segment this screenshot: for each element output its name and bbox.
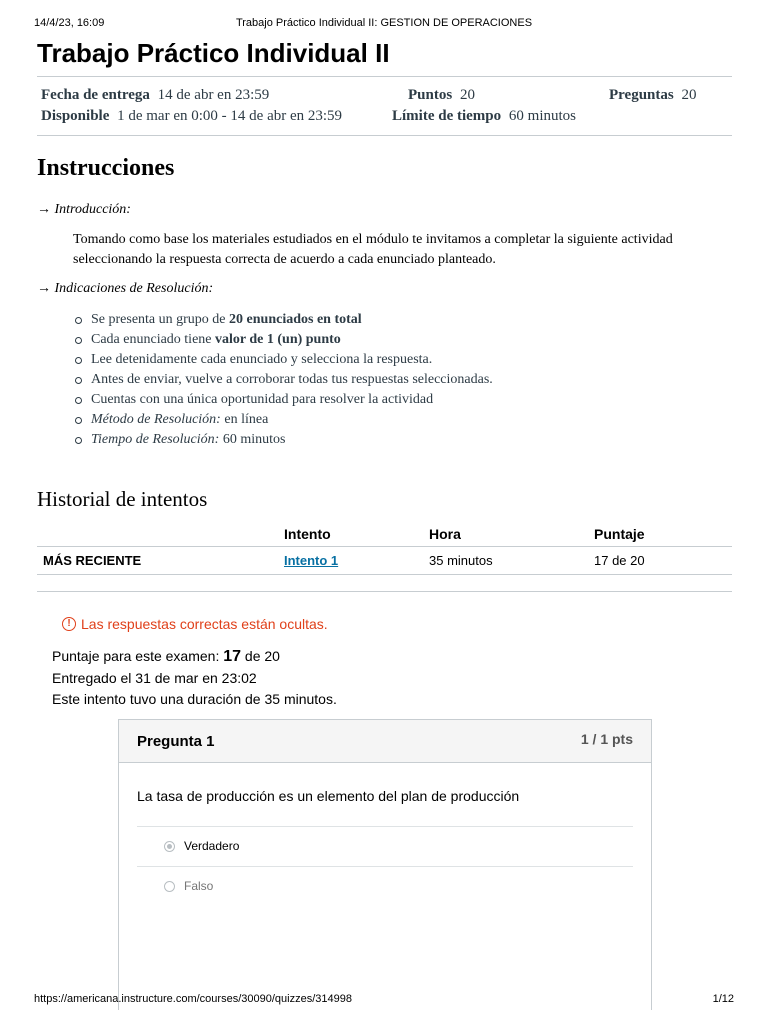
bullet-icon	[75, 437, 82, 444]
answer-option-false[interactable]	[164, 879, 213, 893]
due-value: 14 de abr en 23:59	[157, 87, 270, 103]
answer-label: Falso	[184, 879, 214, 893]
question-text: La tasa de producción es un elemento del plan de producción	[137, 788, 520, 804]
item-text: Cuentas con una única oportunidad para resolver la actividad	[91, 392, 434, 407]
item-italic: Tiempo de Resolución:	[91, 432, 220, 447]
divider	[37, 76, 732, 77]
notice-text: Las respuestas correctas están ocultas.	[81, 616, 328, 632]
print-header	[34, 17, 734, 31]
item-text: 60 minutos	[222, 432, 286, 447]
available-value: 1 de mar en 0:00 - 14 de abr en 23:59	[117, 108, 343, 124]
item-text: Antes de enviar, vuelve a corroborar todas tus respuestas seleccionadas.	[91, 372, 493, 387]
time-limit	[392, 108, 576, 125]
attempt-score: 17 de 20	[594, 553, 645, 568]
answer-label: Verdadero	[184, 839, 240, 853]
print-footer	[34, 993, 734, 1007]
time-limit-label: Límite de tiempo	[392, 108, 502, 124]
item-text: Lee detenidamente cada enunciado y selecciona la respuesta.	[91, 352, 433, 367]
due-date	[41, 87, 269, 104]
points	[408, 87, 475, 104]
page-title: Trabajo Práctico Individual II	[37, 38, 390, 68]
attempt-time: 35 minutos	[429, 553, 493, 568]
item-bold: 20 enunciados en total	[229, 312, 362, 327]
available-label: Disponible	[41, 108, 110, 124]
due-label: Fecha de entrega	[41, 87, 150, 103]
questions-count	[609, 87, 696, 104]
question-card	[118, 719, 652, 1010]
divider	[37, 135, 732, 136]
list-item	[75, 350, 493, 370]
intro-heading: → Introducción:	[37, 202, 131, 217]
availability	[41, 108, 342, 125]
bullet-icon	[75, 317, 82, 324]
bullet-icon	[75, 397, 82, 404]
warning-icon: !	[62, 617, 76, 631]
points-label: Puntos	[408, 87, 453, 103]
list-item	[75, 390, 493, 410]
questions-label: Preguntas	[609, 87, 674, 103]
score-value: 17	[223, 648, 242, 665]
list-item	[75, 330, 493, 350]
bullet-icon	[75, 417, 82, 424]
indications-list	[75, 310, 493, 450]
duration-text: Este intento tuvo una duración de 35 minutos.	[52, 691, 337, 707]
radio-selected-icon[interactable]	[164, 841, 175, 852]
table-row	[37, 547, 732, 575]
list-item	[75, 370, 493, 390]
points-value: 20	[459, 87, 475, 103]
print-title: Trabajo Práctico Individual II: GESTION DE OPERACIONES	[235, 17, 533, 29]
item-text: en línea	[224, 412, 269, 427]
question-points: 1 / 1 pts	[580, 731, 633, 747]
answer-divider	[137, 866, 633, 867]
hidden-answers-notice	[62, 616, 328, 632]
column-header-score: Puntaje	[594, 526, 645, 542]
intro-text: Tomando como base los materiales estudiados en el módulo te invitamos a completar la siguiente actividad seleccionando la respuesta correcta de acuerdo a cada enunciado planteado.	[73, 232, 673, 267]
questions-value: 20	[681, 87, 697, 103]
score-prefix: Puntaje para este examen:	[52, 648, 224, 664]
print-url: https://americana.instructure.com/courses/30090/quizzes/314998	[34, 993, 352, 1005]
column-header-time: Hora	[429, 526, 461, 542]
answer-option-true[interactable]	[164, 839, 239, 853]
print-date: 14/4/23, 16:09	[34, 17, 105, 29]
instructions-heading: Instrucciones	[37, 155, 175, 181]
item-bold: valor de 1 (un) punto	[215, 332, 341, 347]
bullet-icon	[75, 337, 82, 344]
indications-heading: → Indicaciones de Resolución:	[37, 281, 214, 296]
submitted-text: Entregado el 31 de mar en 23:02	[52, 670, 257, 686]
item-text: Se presenta un grupo de	[91, 312, 226, 327]
page-number: 1/12	[712, 993, 734, 1005]
history-table	[37, 520, 732, 575]
score-suffix: de 20	[241, 648, 280, 664]
answer-divider	[137, 826, 633, 827]
item-italic: Método de Resolución:	[91, 412, 221, 427]
column-header-attempt: Intento	[284, 526, 331, 542]
attempt-link[interactable]: Intento 1	[284, 553, 339, 568]
radio-icon[interactable]	[164, 881, 175, 892]
time-limit-value: 60 minutos	[508, 108, 576, 124]
list-item	[75, 430, 493, 450]
history-heading: Historial de intentos	[37, 487, 208, 511]
bullet-icon	[75, 357, 82, 364]
table-header-row	[37, 520, 732, 547]
question-name: Pregunta 1	[137, 733, 215, 750]
item-text: Cada enunciado tiene	[91, 332, 212, 347]
question-header	[119, 720, 651, 763]
score-summary	[52, 648, 280, 666]
most-recent-label: MÁS RECIENTE	[43, 553, 142, 568]
list-item	[75, 410, 493, 430]
divider	[37, 591, 732, 592]
list-item	[75, 310, 493, 330]
bullet-icon	[75, 377, 82, 384]
